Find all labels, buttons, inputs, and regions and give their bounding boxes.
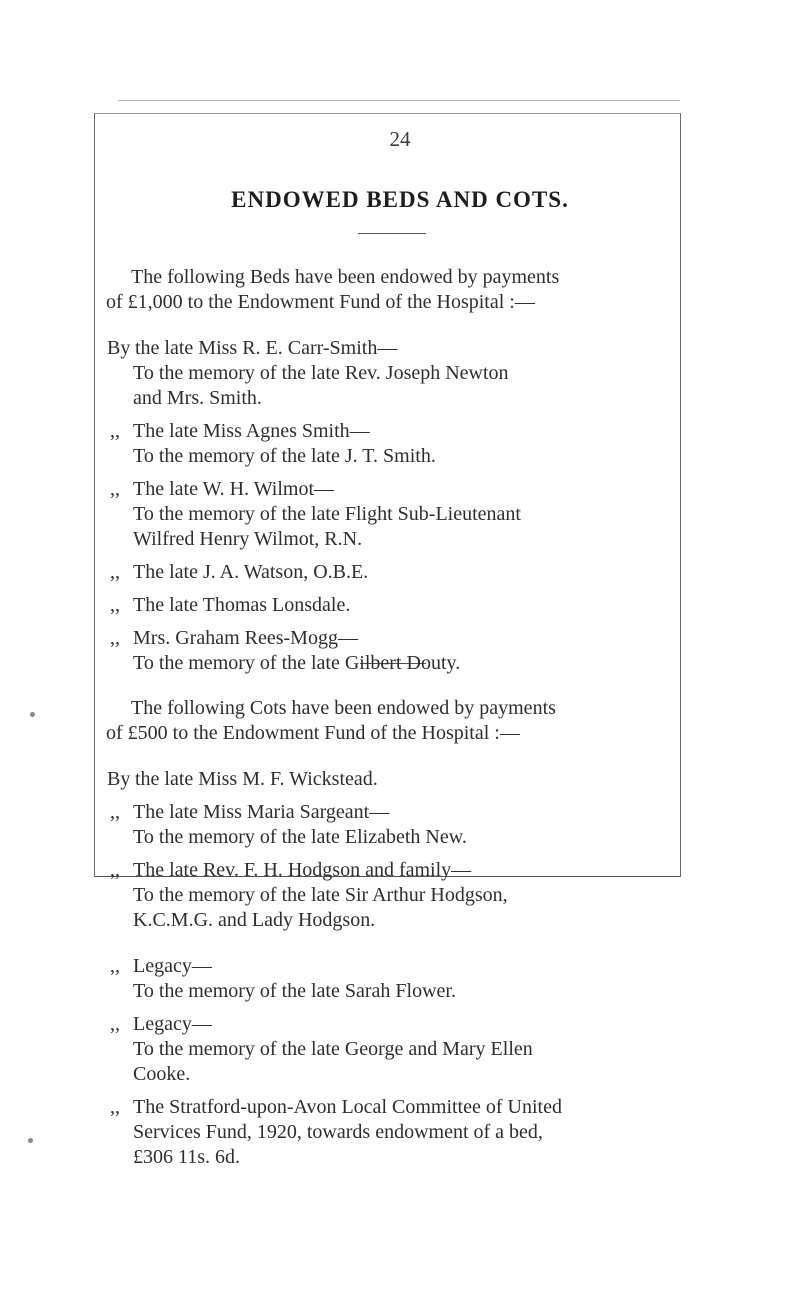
cot-entry-prefix: ,,	[110, 1013, 120, 1035]
cot-entry-memory: To the memory of the late Elizabeth New.	[133, 826, 467, 848]
cot-entry-memory: £306 11s. 6d.	[133, 1146, 241, 1168]
beds-intro-line: of £1,000 to the Endowment Fund of the Hospital :—	[106, 291, 535, 313]
bed-entry-prefix: ,,	[110, 478, 120, 500]
section-divider	[358, 233, 426, 234]
cot-entry-donor: The Stratford-upon-Avon Local Committee of United	[133, 1096, 562, 1118]
bed-entry-memory: Wilfred Henry Wilmot, R.N.	[133, 528, 363, 550]
bed-entry-memory: To the memory of the late Gilbert Douty.	[133, 652, 461, 674]
cot-entry-donor: The late Miss Maria Sargeant—	[133, 801, 390, 823]
cot-entry-memory: To the memory of the late Sir Arthur Hodgson,	[133, 884, 508, 906]
bed-entry-memory: To the memory of the late J. T. Smith.	[133, 445, 436, 467]
page-title: ENDOWED BEDS AND COTS.	[231, 187, 569, 212]
bed-entry-donor: The late W. H. Wilmot—	[133, 478, 335, 500]
cot-entry-prefix: ,,	[110, 801, 120, 823]
cot-entry-donor: The late Rev. F. H. Hodgson and family—	[133, 859, 472, 881]
cot-entry-prefix: ,,	[110, 1096, 120, 1118]
cots-intro-line: The following Cots have been endowed by payments	[131, 697, 556, 719]
margin-mark	[30, 712, 35, 717]
bed-entry-prefix: ,,	[110, 420, 120, 442]
cot-entry-memory: Cooke.	[133, 1063, 191, 1085]
cot-entry-memory: To the memory of the late Sarah Flower.	[133, 980, 456, 1002]
cot-entry-prefix: ,,	[110, 955, 120, 977]
margin-mark	[28, 1138, 33, 1143]
cot-entry-donor: Legacy—	[133, 955, 212, 977]
cot-entry-donor: the late Miss M. F. Wickstead.	[135, 768, 378, 790]
beds-intro-line: The following Beds have been endowed by payments	[131, 266, 560, 288]
cot-entry-memory: K.C.M.G. and Lady Hodgson.	[133, 909, 376, 931]
bed-entry-memory: To the memory of the late Flight Sub-Lieutenant	[133, 503, 521, 525]
page-number: 24	[389, 127, 411, 151]
bed-entry-donor: The late Miss Agnes Smith—	[133, 420, 370, 442]
bed-entry-prefix: ,,	[110, 627, 120, 649]
cot-entry-donor: Legacy—	[133, 1013, 212, 1035]
cots-intro-line: of £500 to the Endowment Fund of the Hospital :—	[106, 722, 520, 744]
bed-entry-prefix: By	[107, 337, 131, 359]
bed-entry-memory: To the memory of the late Rev. Joseph Newton	[133, 362, 509, 384]
bed-entry-donor: Mrs. Graham Rees-Mogg—	[133, 627, 358, 649]
cot-entry-memory: Services Fund, 1920, towards endowment of a bed,	[133, 1121, 543, 1143]
cot-entry-prefix: By	[107, 768, 131, 790]
bed-entry-donor: The late Thomas Lonsdale.	[133, 594, 351, 616]
bed-entry-donor: The late J. A. Watson, O.B.E.	[133, 561, 369, 583]
cot-entry-prefix: ,,	[110, 859, 120, 881]
bed-entry-memory: and Mrs. Smith.	[133, 387, 262, 409]
cot-entry-memory: To the memory of the late George and Mary Ellen	[133, 1038, 533, 1060]
bed-entry-prefix: ,,	[110, 594, 120, 616]
top-border-rule	[118, 100, 680, 101]
bed-entry-prefix: ,,	[110, 561, 120, 583]
bed-entry-donor: the late Miss R. E. Carr-Smith—	[135, 337, 398, 359]
